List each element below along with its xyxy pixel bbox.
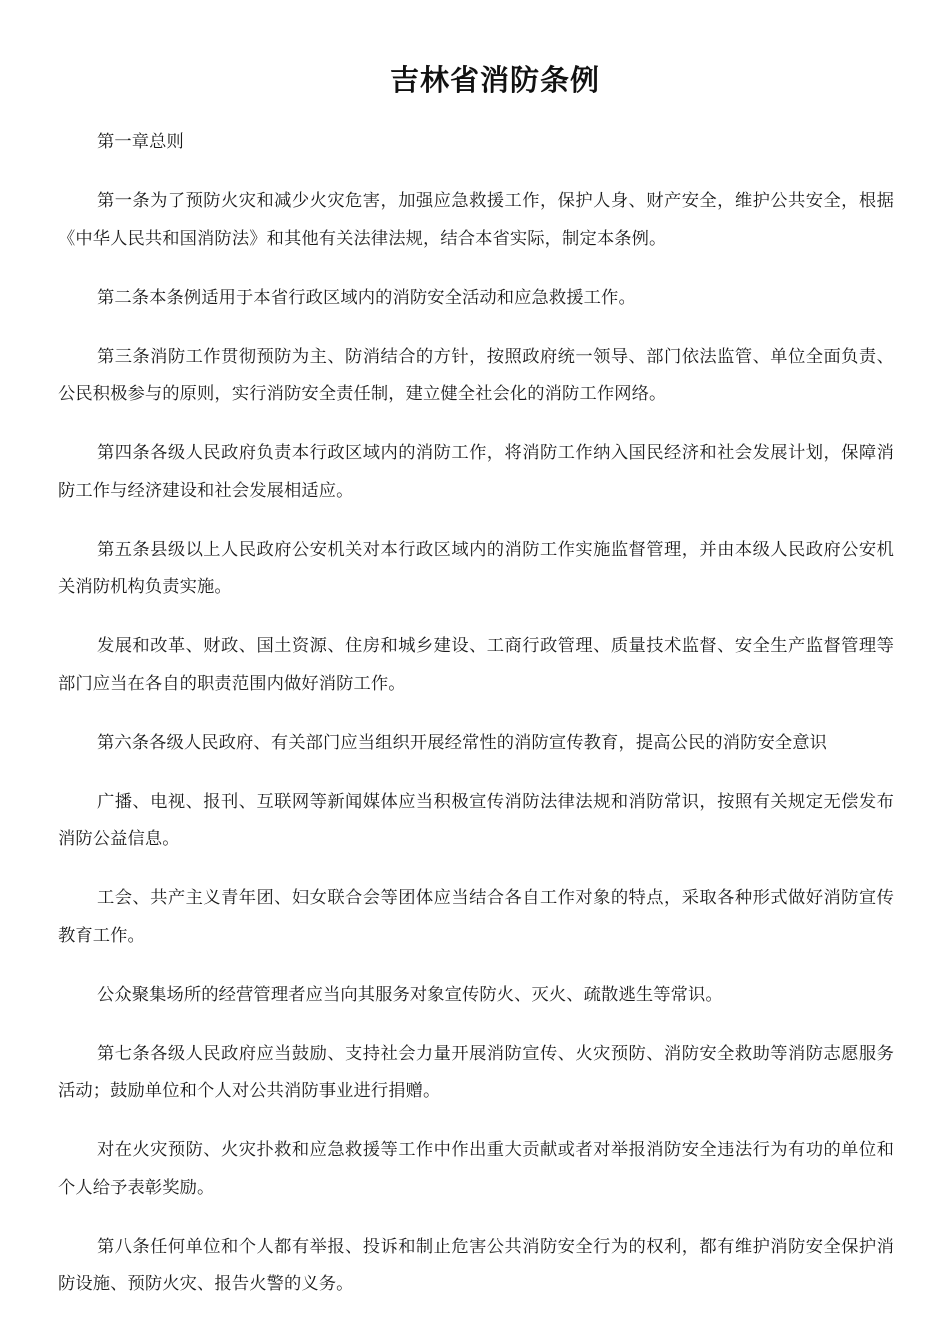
article-7-paragraph-2: 对在火灾预防、火灾扑救和应急救援等工作中作出重大贡献或者对举报消防安全违法行为有功的单位和个人给予表彰奖励。 (58, 1140, 894, 1198)
document-title: 吉林省消防条例 (389, 63, 600, 97)
article-5-paragraph-2: 发展和改革、财政、国土资源、住房和城乡建设、工商行政管理、质量技术监督、安全生产监督管理等部门应当在各自的职责范围内做好消防工作。 (58, 636, 894, 694)
article-4: 第四条各级人民政府负责本行政区域内的消防工作，将消防工作纳入国民经济和社会发展计划，保障消防工作与经济建设和社会发展相适应。 (58, 443, 894, 501)
article-3: 第三条消防工作贯彻预防为主、防消结合的方针，按照政府统一领导、部门依法监管、单位全面负责、公民积极参与的原则，实行消防安全责任制，建立健全社会化的消防工作网络。 (58, 346, 894, 404)
article-6-paragraph-3: 工会、共产主义青年团、妇女联合会等团体应当结合各自工作对象的特点，采取各种形式做好消防宣传教育工作。 (58, 888, 894, 946)
article-6: 第六条各级人民政府、有关部门应当组织开展经常性的消防宣传教育，提高公民的消防安全意识 (97, 732, 828, 753)
article-7: 第七条各级人民政府应当鼓励、支持社会力量开展消防宣传、火灾预防、消防安全救助等消防志愿服务活动；鼓励单位和个人对公共消防事业进行捐赠。 (58, 1043, 894, 1101)
article-8: 第八条任何单位和个人都有举报、投诉和制止危害公共消防安全行为的权利，都有维护消防安全保护消防设施、预防火灾、报告火警的义务。 (58, 1236, 894, 1294)
article-6-paragraph-4: 公众聚集场所的经营管理者应当向其服务对象宣传防火、灭火、疏散逃生等常识。 (97, 984, 723, 1005)
article-6-paragraph-2: 广播、电视、报刊、互联网等新闻媒体应当积极宣传消防法律法规和消防常识，按照有关规定无偿发布消防公益信息。 (58, 791, 894, 849)
document-body (58, 124, 894, 1325)
article-2: 第二条本条例适用于本省行政区域内的消防安全活动和应急救援工作。 (97, 287, 636, 308)
article-5: 第五条县级以上人民政府公安机关对本行政区域内的消防工作实施监督管理，并由本级人民政府公安机关消防机构负责实施。 (58, 539, 894, 597)
chapter-heading: 第一章总则 (97, 132, 184, 152)
article-1: 第一条为了预防火灾和减少火灾危害，加强应急救援工作，保护人身、财产安全，维护公共安全，根据《中华人民共和国消防法》和其他有关法律法规，结合本省实际，制定本条例。 (58, 191, 894, 249)
